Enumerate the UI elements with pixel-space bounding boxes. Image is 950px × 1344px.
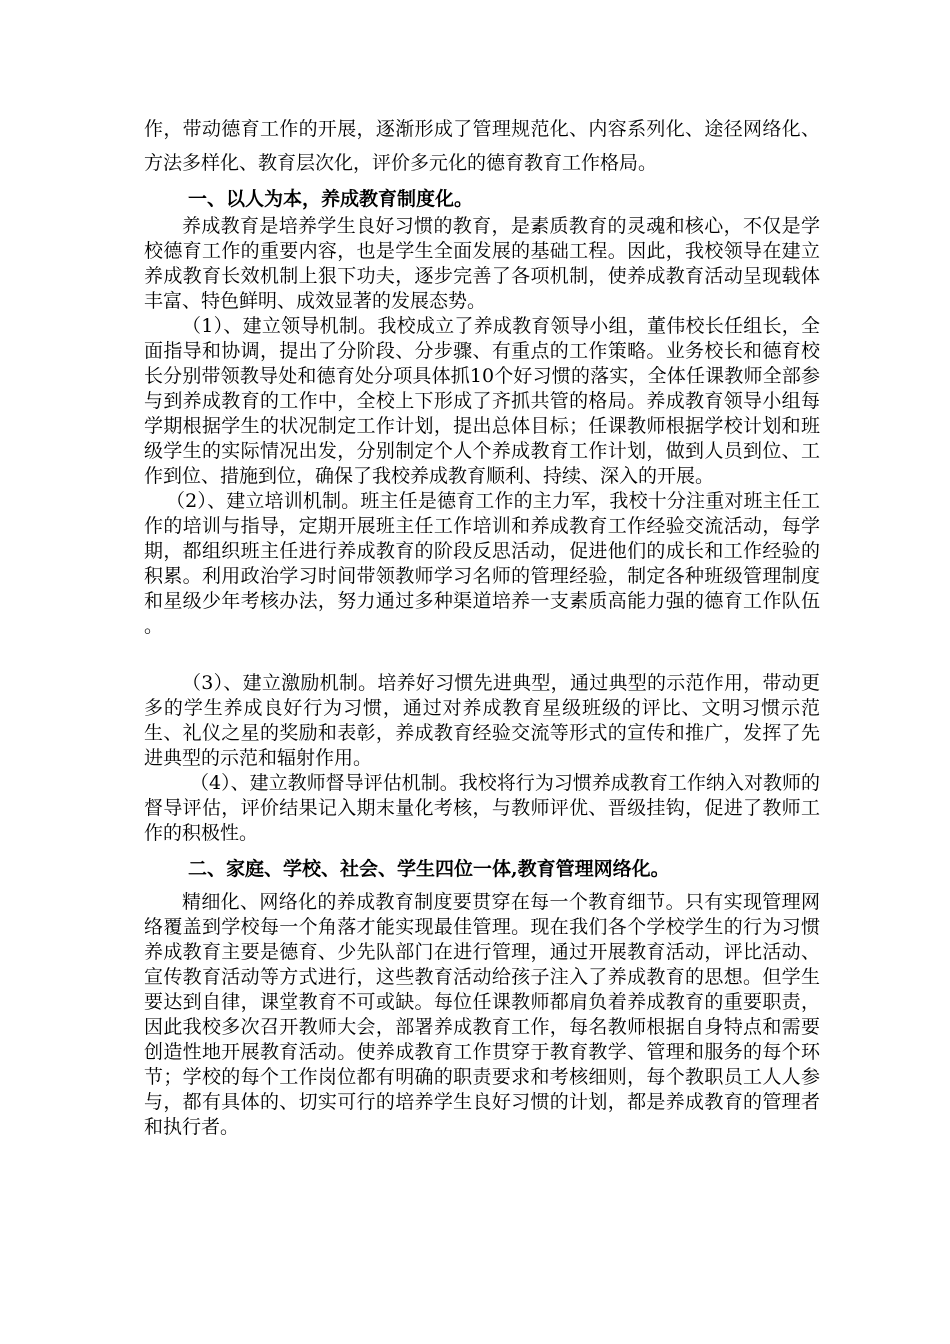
section-1-paragraph: 养成教育是培养学生良好习惯的教育，是素质教育的灵魂和核心，不仅是学校德育工作的重要内容，也是学生全面发展的基础工程。因此，我校领导在建立养成教育长效机制上狠下功夫，逐步完善了各项机制，使养成教育活动呈现载体丰富、特色鲜明、成效显著的发展态势。 [144, 215, 820, 312]
item-1-leadership-mechanism: （1）、建立领导机制。我校成立了养成教育领导小组，董伟校长任组长，全面指导和协调，提出了分阶段、分步骤、有重点的工作策略。业务校长和德育校长分别带领教导处和德育处分项具体抓10个好习惯的落实，全体任课教师全部参与到养成教育的工作中，全校上下形成了齐抓共管的格局。养成教育领导小组每学期根据学生的状况制定工作计划，提出总体目标；任课教师根据学校计划和班级学生的实际情况出发，分别制定个人个养成教育工作计划，做到人员到位、工作到位、措施到位，确保了我校养成教育顺利、持续、深入的开展。 [144, 315, 820, 487]
intro-paragraph: 作，带动德育工作的开展，逐渐形成了管理规范化、内容系列化、途径网络化、方法多样化、教育层次化，评价多元化的德育教育工作格局。 [144, 118, 820, 174]
document-body [144, 112, 820, 1140]
section-2-heading: 二、家庭、学校、社会、学生四位一体,教育管理网络化。 [188, 858, 670, 880]
item-4-evaluation-mechanism: （4）、建立教师督导评估机制。我校将行为习惯养成教育工作纳入对教师的督导评估，评价结果记入期末量化考核，与教师评优、晋级挂钩，促进了教师工作的积极性。 [144, 772, 820, 844]
blank-line [144, 639, 820, 671]
section-2-paragraph: 精细化、网络化的养成教育制度要贯穿在每一个教育细节。只有实现管理网络覆盖到学校每一个角落才能实现最佳管理。现在我们各个学校学生的行为习惯养成教育主要是德育、少先队部门在进行管理，通过开展教育活动，评比活动、宣传教育活动等方式进行，这些教育活动给孩子注入了养成教育的思想。但学生要达到自律，课堂教育不可或缺。每位任课教师都肩负着养成教育的重要职责，因此我校多次召开教师大会，部署养成教育工作，每名教师根据自身特点和需要创造性地开展教育活动。使养成教育工作贯穿于教育教学、管理和服务的每个环节；学校的每个工作岗位都有明确的职责要求和考核细则，每个教职员工人人参与，都有具体的、切实可行的培养学生良好习惯的计划，都是养成教育的管理者和执行者。 [144, 891, 820, 1138]
item-3-incentive-mechanism: （3）、建立激励机制。培养好习惯先进典型，通过典型的示范作用，带动更多的学生养成良好行为习惯，通过对养成教育星级班级的评比、文明习惯示范生、礼仪之星的奖励和表彰，养成教育经验交流等形式的宣传和推广，发挥了先进典型的示范和辐射作用。 [144, 672, 820, 769]
item-2-training-mechanism: （2）、建立培训机制。班主任是德育工作的主力军，我校十分注重对班主任工作的培训与指导，定期开展班主任工作培训和养成教育工作经验交流活动，每学期，都组织班主任进行养成教育的阶段反思活动，促进他们的成长和工作经验的积累。利用政治学习时间带领教师学习名师的管理经验，制定各种班级管理制度和星级少年考核办法，努力通过多种渠道培养一支素质高能力强的德育工作队伍 。 [144, 490, 820, 637]
section-1-heading: 一、以人为本，养成教育制度化。 [188, 188, 474, 210]
